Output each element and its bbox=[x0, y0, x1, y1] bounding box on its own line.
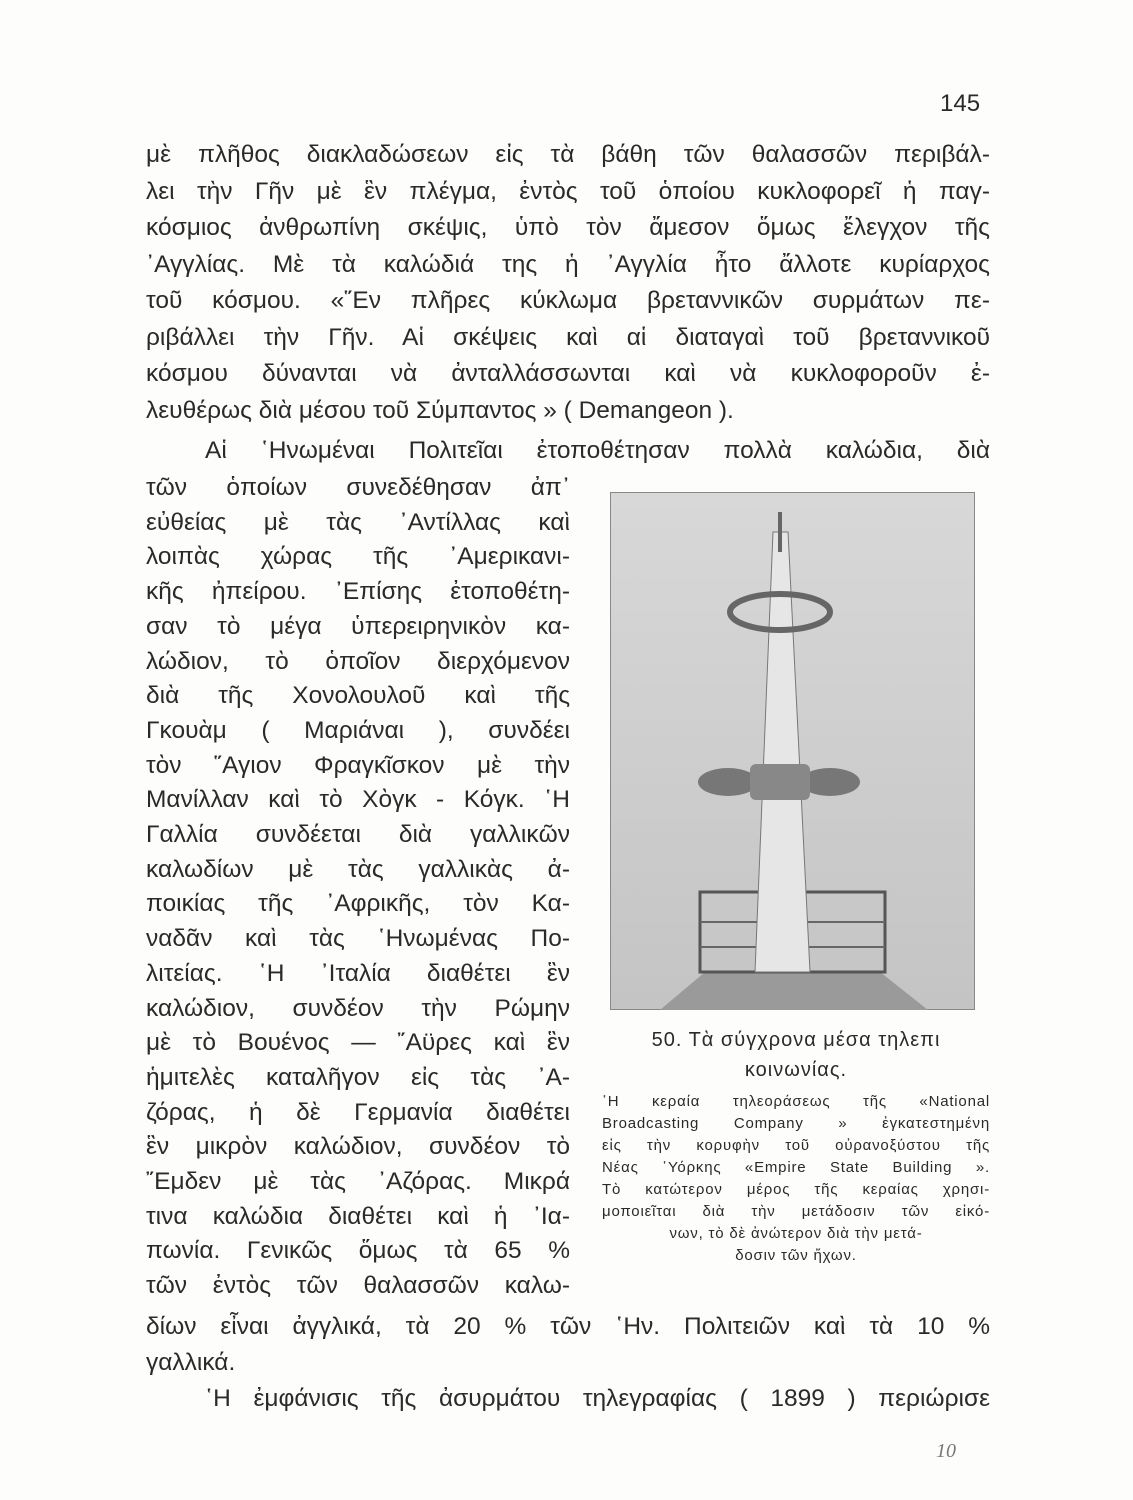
text-line: μὲ τὸ Βουένος — ῎Αϋρες καὶ ἓν bbox=[146, 1029, 570, 1057]
caption-line: δοσιν τῶν ἤχων. bbox=[735, 1247, 857, 1264]
text-line: κόσμου δύνανται νὰ ἀνταλλάσσωνται καὶ νὰ κυκλοφοροῦν ἐ- bbox=[146, 360, 990, 387]
caption-line: ῾Η κεραία τηλεοράσεως τῆς «National bbox=[602, 1093, 990, 1110]
paragraph-3-line: ῾Η ἐμφάνισις τῆς ἀσυρμάτου τηλεγραφίας ( 1899 ) περιώρισε bbox=[205, 1385, 990, 1412]
text-line: καλωδίων μὲ τὰς γαλλικὰς ἀ- bbox=[146, 855, 570, 883]
caption-line: νων, τὸ δὲ ἀνώτερον διὰ τὴν μετά- bbox=[669, 1225, 923, 1242]
text-line: δίων εἶναι ἀγγλικά, τὰ 20 % τῶν ῾Ην. Πολιτειῶν καὶ τὰ 10 % bbox=[146, 1313, 990, 1340]
page-number: 145 bbox=[940, 90, 981, 117]
text-line: ῎Εμδεν μὲ τὰς ᾿Αζόρας. Μικρά bbox=[146, 1168, 570, 1195]
text-line: λει τὴν Γῆν μὲ ἓν πλέγμα, ἐντὸς τοῦ ὁποίου κυκλοφορεῖ ἡ παγ- bbox=[146, 178, 990, 205]
text-line: γαλλικά. bbox=[146, 1349, 236, 1376]
caption-line: Broadcasting Company » ἐγκατεστημένη bbox=[602, 1115, 990, 1132]
text-line: ἡμιτελὲς καταλῆγον εἰς τὰς ᾿Α- bbox=[146, 1063, 570, 1091]
text-line: ζόρας, ἡ δὲ Γερμανία διαθέτει bbox=[146, 1098, 570, 1126]
figure-title: κοινωνίας. bbox=[744, 1059, 848, 1081]
text-line: κόσμιος ἀνθρωπίνη σκέψις, ὑπὸ τὸν ἄμεσον ὅμως ἔλεγχον τῆς bbox=[146, 214, 990, 241]
text-line: Γαλλία συνδέεται διὰ γαλλικῶν bbox=[146, 821, 570, 848]
text-line: κῆς ἠπείρου. ᾿Επίσης ἐτοποθέτη- bbox=[146, 578, 570, 606]
text-line: τῶν ἐντὸς τῶν θαλασσῶν καλω- bbox=[146, 1272, 570, 1300]
text-line: ριβάλλει τὴν Γῆν. Αἱ σκέψεις καὶ αἱ διαταγαὶ τοῦ βρεταννικοῦ bbox=[146, 324, 990, 351]
text-line: ναδᾶν καὶ τὰς ῾Ηνωμένας Πο- bbox=[146, 925, 570, 953]
text-line: διὰ τῆς Χονολουλοῦ καὶ τῆς bbox=[146, 682, 570, 710]
figure-title: 50. Τὰ σύγχρονα μέσα τηλεπι bbox=[651, 1029, 941, 1051]
text-line: τῶν ὁποίων συνεδέθησαν ἀπ᾿ bbox=[146, 474, 570, 501]
text-line: ποικίας τῆς ᾿Αφρικῆς, τὸν Κα- bbox=[146, 890, 570, 918]
text-line: μὲ πλῆθος διακλαδώσεων εἰς τὰ βάθη τῶν θαλασσῶν περιβάλ- bbox=[146, 141, 990, 168]
text-line: τινα καλώδια διαθέτει καὶ ἡ ᾿Ια- bbox=[146, 1202, 570, 1230]
text-line: λοιπὰς χώρας τῆς ᾿Αμερικανι- bbox=[146, 543, 570, 571]
text-line: λώδιον, τὸ ὁποῖον διερχόμενον bbox=[146, 647, 570, 675]
signature-mark: 10 bbox=[936, 1440, 956, 1462]
text-line: λιτείας. ῾Η ᾿Ιταλία διαθέτει ἓν bbox=[146, 959, 570, 987]
antenna-photo bbox=[610, 492, 975, 1010]
text-line: εὐθείας μὲ τὰς ᾿Αντίλλας καὶ bbox=[146, 508, 570, 536]
text-line: καλώδιον, συνδέον τὴν Ρώμην bbox=[146, 994, 570, 1022]
text-line: λευθέρως διὰ μέσου τοῦ Σύμπαντος » ( Demangeon ). bbox=[146, 397, 734, 424]
text-line: Γκουὰμ ( Μαριάναι ), συνδέει bbox=[146, 716, 570, 744]
caption-line: Τὸ κατώτερον μέρος τῆς κεραίας χρησι- bbox=[602, 1181, 990, 1198]
text-line: πωνία. Γενικῶς ὅμως τὰ 65 % bbox=[146, 1237, 570, 1265]
caption-line: Νέας ῾Υόρκης «Empire State Building ». bbox=[602, 1159, 990, 1176]
text-line: σαν τὸ μέγα ὑπερειρηνικὸν κα- bbox=[146, 612, 570, 640]
text-line: τὸν ῞Αγιον Φραγκῖσκον μὲ τὴν bbox=[146, 751, 570, 779]
text-line: τοῦ κόσμου. «῞Εν πλῆρες κύκλωμα βρεταννικῶν συρμάτων πε- bbox=[146, 287, 990, 314]
text-line: ἓν μικρὸν καλώδιον, συνδέον τὸ bbox=[146, 1133, 570, 1161]
text-line: Μανίλλαν καὶ τὸ Χὸγκ - Κόγκ. ῾Η bbox=[146, 786, 570, 814]
caption-line: μοποιεῖται διὰ τὴν μετάδοσιν τῶν εἰκό- bbox=[602, 1203, 990, 1220]
text-line: Αἱ ῾Ηνωμέναι Πολιτεῖαι ἐτοποθέτησαν πολλὰ καλώδια, διὰ bbox=[205, 437, 990, 464]
text-line: ᾿Αγγλίας. Μὲ τὰ καλώδιά της ἡ ᾿Αγγλία ἦτο ἄλλοτε κυρίαρχος bbox=[146, 251, 990, 278]
caption-line: εἰς τὴν κορυφὴν τοῦ οὐρανοξύστου τῆς bbox=[602, 1137, 990, 1154]
